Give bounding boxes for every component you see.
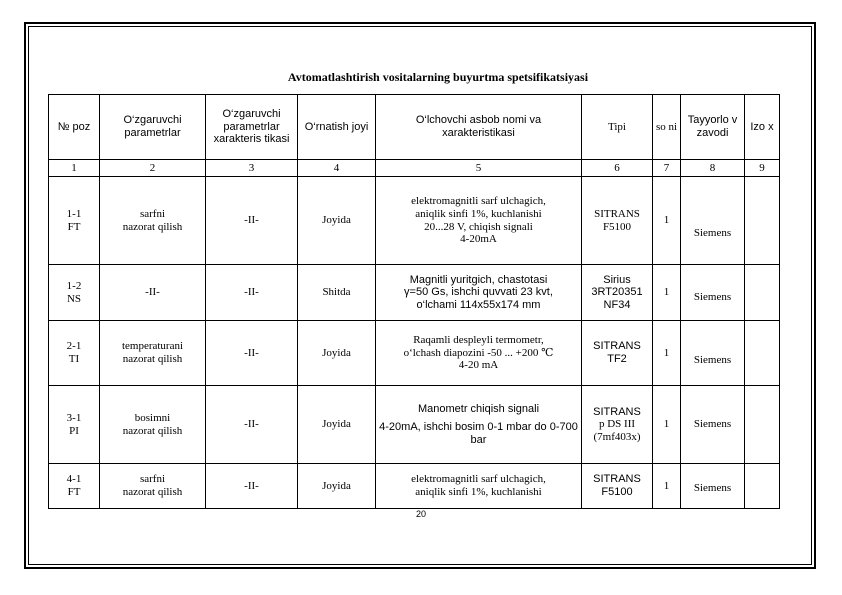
row-note	[745, 177, 780, 265]
header-note: Izo x	[745, 95, 780, 160]
row-device: Manometr chiqish signali 4-20mA, ishchi bosim 0-1 mbar do 0-700 bar	[376, 386, 582, 464]
row-type: SITRANS F5100	[582, 464, 653, 509]
row-char: -II-	[206, 464, 298, 509]
row-type: SITRANS p DS III (7mf403x)	[582, 386, 653, 464]
table-row	[49, 386, 780, 464]
row-type: SITRANS TF2	[582, 321, 653, 386]
row-char: -II-	[206, 177, 298, 265]
row-param: sarfni nazorat qilish	[100, 177, 206, 265]
row-device: elektromagnitli sarf ulchagich, aniqlik sinfi 1%, kuchlanishi	[376, 464, 582, 509]
row-maker: Siemens	[681, 265, 745, 321]
row-maker: Siemens	[681, 177, 745, 265]
col-number: 1	[49, 160, 100, 177]
col-number: 5	[376, 160, 582, 177]
header-type: Tipi	[582, 95, 653, 160]
header-count: so ni	[653, 95, 681, 160]
row-param: temperaturani nazorat qilish	[100, 321, 206, 386]
col-number: 6	[582, 160, 653, 177]
row-poz: 2-1 TI	[49, 321, 100, 386]
row-poz: 1-1 FT	[49, 177, 100, 265]
table-row	[49, 464, 780, 509]
row-maker: Siemens	[681, 321, 745, 386]
row-char: -II-	[206, 265, 298, 321]
row-note	[745, 386, 780, 464]
header-maker: Tayyorlo v zavodi	[681, 95, 745, 160]
row-char: -II-	[206, 386, 298, 464]
col-number: 7	[653, 160, 681, 177]
row-device: Magnitli yuritgich, chastotasi γ=50 Gs, ishchi quvvati 23 kvt, o‘lchami 114x55x174 mm	[376, 265, 582, 321]
row-device: Raqamli despleyli termometr, o‘lchash diapozini -50 ... +200 ℃ 4-20 mA	[376, 321, 582, 386]
header-place: O‘rnatish joyi	[298, 95, 376, 160]
row-char: -II-	[206, 321, 298, 386]
row-param: -II-	[100, 265, 206, 321]
col-number: 9	[745, 160, 780, 177]
document-title: Avtomatlashtirish vositalarning buyurtma spetsifikatsiyasi	[287, 70, 589, 84]
row-place: Joyida	[298, 386, 376, 464]
header-param: O‘zgaruvchi parametrlar	[100, 95, 206, 160]
column-number-row	[49, 160, 780, 177]
header-poz: № poz	[49, 95, 100, 160]
row-param: bosimni nazorat qilish	[100, 386, 206, 464]
row-place: Joyida	[298, 177, 376, 265]
col-number: 4	[298, 160, 376, 177]
table-row	[49, 321, 780, 386]
row-place: Shitda	[298, 265, 376, 321]
row-count: 1	[653, 386, 681, 464]
specification-table	[48, 94, 780, 509]
col-number: 2	[100, 160, 206, 177]
row-maker: Siemens	[681, 386, 745, 464]
table-row	[49, 265, 780, 321]
page-number: 20	[415, 509, 426, 519]
row-count: 1	[653, 177, 681, 265]
table-row	[49, 177, 780, 265]
header-device: O‘lchovchi asbob nomi va xarakteristikasi	[376, 95, 582, 160]
col-number: 8	[681, 160, 745, 177]
header-row	[49, 95, 780, 160]
row-place: Joyida	[298, 464, 376, 509]
row-poz: 1-2 NS	[49, 265, 100, 321]
header-param-char: O‘zgaruvchi parametrlar xarakteris tikasi	[206, 95, 298, 160]
row-type: SITRANS F5100	[582, 177, 653, 265]
row-device: elektromagnitli sarf ulchagich, aniqlik sinfi 1%, kuchlanishi 20...28 V, chiqish signali 4-20mA	[376, 177, 582, 265]
row-count: 1	[653, 265, 681, 321]
row-count: 1	[653, 464, 681, 509]
row-poz: 4-1 FT	[49, 464, 100, 509]
row-poz: 3-1 PI	[49, 386, 100, 464]
row-note	[745, 321, 780, 386]
row-param: sarfni nazorat qilish	[100, 464, 206, 509]
row-count: 1	[653, 321, 681, 386]
row-place: Joyida	[298, 321, 376, 386]
row-note	[745, 464, 780, 509]
row-note	[745, 265, 780, 321]
col-number: 3	[206, 160, 298, 177]
row-maker: Siemens	[681, 464, 745, 509]
row-type: Sirius 3RT20351 NF34	[582, 265, 653, 321]
